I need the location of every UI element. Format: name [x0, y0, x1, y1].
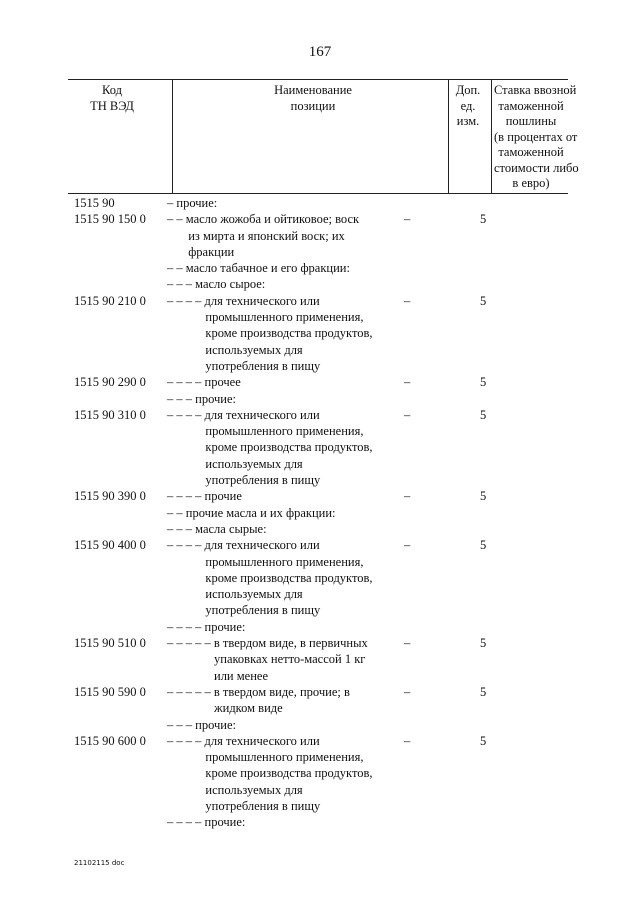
description-text: в твердом виде, прочие; в [213, 684, 350, 699]
row-description [167, 521, 377, 537]
row-description [167, 276, 377, 292]
row-duty-rate: 5 [480, 212, 487, 227]
description-text: для технического или [204, 538, 320, 553]
table-header [68, 79, 579, 194]
row-code: 1515 90 510 0 [74, 636, 146, 651]
row-description [167, 684, 377, 717]
header-rate-line: таможенной [498, 98, 564, 113]
row-duty-rate: 5 [480, 636, 487, 651]
description-text: прочие: [204, 815, 246, 830]
header-unit-line: изм. [456, 114, 480, 128]
row-code: 1515 90 310 0 [74, 407, 146, 422]
header-divider [172, 80, 173, 193]
description-first-line [167, 717, 377, 733]
description-continuation-line: жидком виде [214, 701, 283, 716]
indent-dashes: – – – – – [167, 636, 211, 651]
row-unit: – [404, 212, 411, 227]
row-description [167, 391, 377, 407]
description-first-line [167, 521, 377, 537]
row-description [167, 635, 377, 684]
header-code-line: ТН ВЭД [90, 98, 134, 113]
description-text: прочее [204, 375, 241, 390]
description-first-line [167, 505, 377, 521]
row-description [167, 717, 377, 733]
header-unit-line: Доп. [455, 83, 481, 97]
description-text: масло сырое: [195, 277, 266, 292]
header-divider [491, 80, 492, 193]
description-continuation-line: кроме производства продуктов, [205, 440, 373, 455]
row-code: 1515 90 210 0 [74, 293, 146, 308]
row-description [167, 293, 377, 374]
row-description [167, 260, 377, 276]
description-continuation-line: промышленного применения, [205, 310, 364, 325]
table-row [74, 260, 574, 276]
description-first-line [167, 733, 377, 749]
description-text: прочие: [204, 619, 246, 634]
description-continuation-line: употребления в пищу [205, 358, 321, 373]
description-continuation-line: кроме производства продуктов, [205, 570, 373, 585]
indent-dashes: – – – [167, 521, 192, 536]
description-first-line [167, 635, 377, 651]
description-continuation-line: кроме производства продуктов, [205, 326, 373, 341]
description-first-line [167, 211, 377, 227]
description-first-line [167, 537, 377, 553]
page-number: 167 [308, 44, 332, 60]
indent-dashes: – – – – [167, 733, 202, 748]
row-duty-rate: 5 [480, 684, 487, 699]
description-continuation-line: используемых для [205, 782, 303, 797]
header-rate-line: в евро) [512, 176, 550, 190]
description-continuation-line: упаковках нетто-массой 1 кг [214, 652, 366, 667]
description-continuation-line: фракции [188, 244, 235, 259]
row-code: 1515 90 150 0 [74, 212, 146, 227]
table-row [74, 619, 574, 635]
header-rate-line: стоимости либо [494, 160, 579, 175]
description-text: в твердом виде, в первичных [213, 636, 368, 651]
indent-dashes: – – – – – [167, 684, 211, 699]
header-code-line: Код [102, 83, 122, 97]
description-continuation-line: или менее [214, 668, 268, 683]
description-first-line [167, 619, 377, 635]
table-row [74, 407, 574, 488]
description-continuation-line: используемых для [205, 342, 303, 357]
description-text: масло жожоба и ойтиковое; воск [185, 212, 360, 227]
description-continuation-line: кроме производства продуктов, [205, 766, 373, 781]
description-first-line [167, 293, 377, 309]
description-text: для технического или [204, 733, 320, 748]
row-unit: – [404, 538, 411, 553]
description-text: прочие масла и их фракции: [185, 505, 336, 520]
description-continuation-line: промышленного применения, [205, 424, 364, 439]
description-first-line [167, 195, 377, 211]
table-row [74, 505, 574, 521]
row-description [167, 488, 377, 504]
row-duty-rate: 5 [480, 293, 487, 308]
description-first-line [167, 407, 377, 423]
row-code: 1515 90 590 0 [74, 684, 146, 699]
indent-dashes: – – – [167, 717, 192, 732]
header-rate-line: таможенной [498, 145, 564, 159]
header-divider [448, 80, 449, 193]
indent-dashes: – – – – [167, 375, 202, 390]
description-continuation-line: используемых для [205, 587, 303, 602]
tariff-table-body [74, 195, 574, 831]
row-code: 1515 90 390 0 [74, 489, 146, 504]
description-text: прочие: [176, 196, 218, 210]
description-continuation-line: используемых для [205, 456, 303, 471]
row-unit: – [404, 293, 411, 308]
indent-dashes: – – [167, 212, 183, 227]
row-duty-rate: 5 [480, 407, 487, 422]
row-description [167, 505, 377, 521]
header-code [68, 83, 156, 114]
row-unit: – [404, 407, 411, 422]
row-description [167, 619, 377, 635]
description-first-line [167, 814, 377, 830]
table-row [74, 488, 574, 504]
table-row [74, 733, 574, 814]
header-unit-line: ед. [460, 98, 476, 113]
table-row [74, 814, 574, 830]
description-text: прочие [204, 489, 242, 504]
row-duty-rate: 5 [480, 375, 487, 390]
row-description [167, 537, 377, 618]
header-rate [494, 83, 579, 192]
row-description [167, 211, 377, 260]
table-row [74, 521, 574, 537]
header-name-line: Наименование [274, 83, 352, 97]
description-continuation-line: промышленного применения, [205, 750, 364, 765]
row-description [167, 407, 377, 488]
indent-dashes: – – – [167, 277, 192, 292]
row-code: 1515 90 290 0 [74, 375, 146, 390]
row-unit: – [404, 636, 411, 651]
indent-dashes: – – – – [167, 489, 202, 504]
row-description [167, 814, 377, 830]
description-text: масла сырые: [195, 521, 267, 536]
description-continuation-line: из мирта и японский воск; их [188, 228, 345, 243]
header-rate-line: пошлины [505, 114, 557, 128]
footer-file-id: 21102115 doc [74, 859, 125, 867]
table-row [74, 635, 574, 684]
row-code: 1515 90 600 0 [74, 733, 146, 748]
table-row [74, 374, 574, 390]
description-first-line [167, 374, 377, 390]
table-row [74, 293, 574, 374]
description-text: для технического или [204, 407, 320, 422]
header-rate-line: (в процентах от [494, 129, 578, 144]
description-first-line [167, 684, 377, 700]
table-row [74, 391, 574, 407]
indent-dashes: – [167, 196, 174, 210]
description-text: прочие: [195, 391, 236, 406]
row-duty-rate: 5 [480, 489, 487, 504]
row-code: 1515 90 [74, 196, 115, 210]
header-unit [450, 83, 486, 130]
row-duty-rate: 5 [480, 538, 487, 553]
description-text: прочие: [195, 717, 236, 732]
table-row [74, 537, 574, 618]
indent-dashes: – – – [167, 391, 192, 406]
description-first-line [167, 391, 377, 407]
indent-dashes: – – [167, 505, 183, 520]
table-row [74, 211, 574, 260]
row-description [167, 733, 377, 814]
row-unit: – [404, 733, 411, 748]
row-code: 1515 90 400 0 [74, 538, 146, 553]
header-name [178, 83, 448, 114]
description-text: для технического или [204, 293, 320, 308]
row-description [167, 195, 377, 211]
indent-dashes: – – – – [167, 538, 202, 553]
row-unit: – [404, 375, 411, 390]
header-rate-line: Ставка ввозной [494, 83, 577, 97]
description-continuation-line: употребления в пищу [205, 473, 321, 488]
table-row [74, 717, 574, 733]
indent-dashes: – – [167, 261, 183, 276]
row-unit: – [404, 684, 411, 699]
description-text: масло табачное и его фракции: [185, 261, 350, 276]
indent-dashes: – – – – [167, 619, 202, 634]
table-row [74, 276, 574, 292]
indent-dashes: – – – – [167, 815, 202, 830]
description-continuation-line: употребления в пищу [205, 798, 321, 813]
description-continuation-line: промышленного применения, [205, 554, 364, 569]
description-first-line [167, 488, 377, 504]
row-description [167, 374, 377, 390]
row-duty-rate: 5 [480, 733, 487, 748]
description-first-line [167, 276, 377, 292]
row-unit: – [404, 489, 411, 504]
table-row [74, 195, 574, 211]
indent-dashes: – – – – [167, 293, 202, 308]
description-continuation-line: употребления в пищу [205, 603, 321, 618]
header-name-line: позиции [290, 98, 336, 113]
description-first-line [167, 260, 377, 276]
indent-dashes: – – – – [167, 407, 202, 422]
table-row [74, 684, 574, 717]
